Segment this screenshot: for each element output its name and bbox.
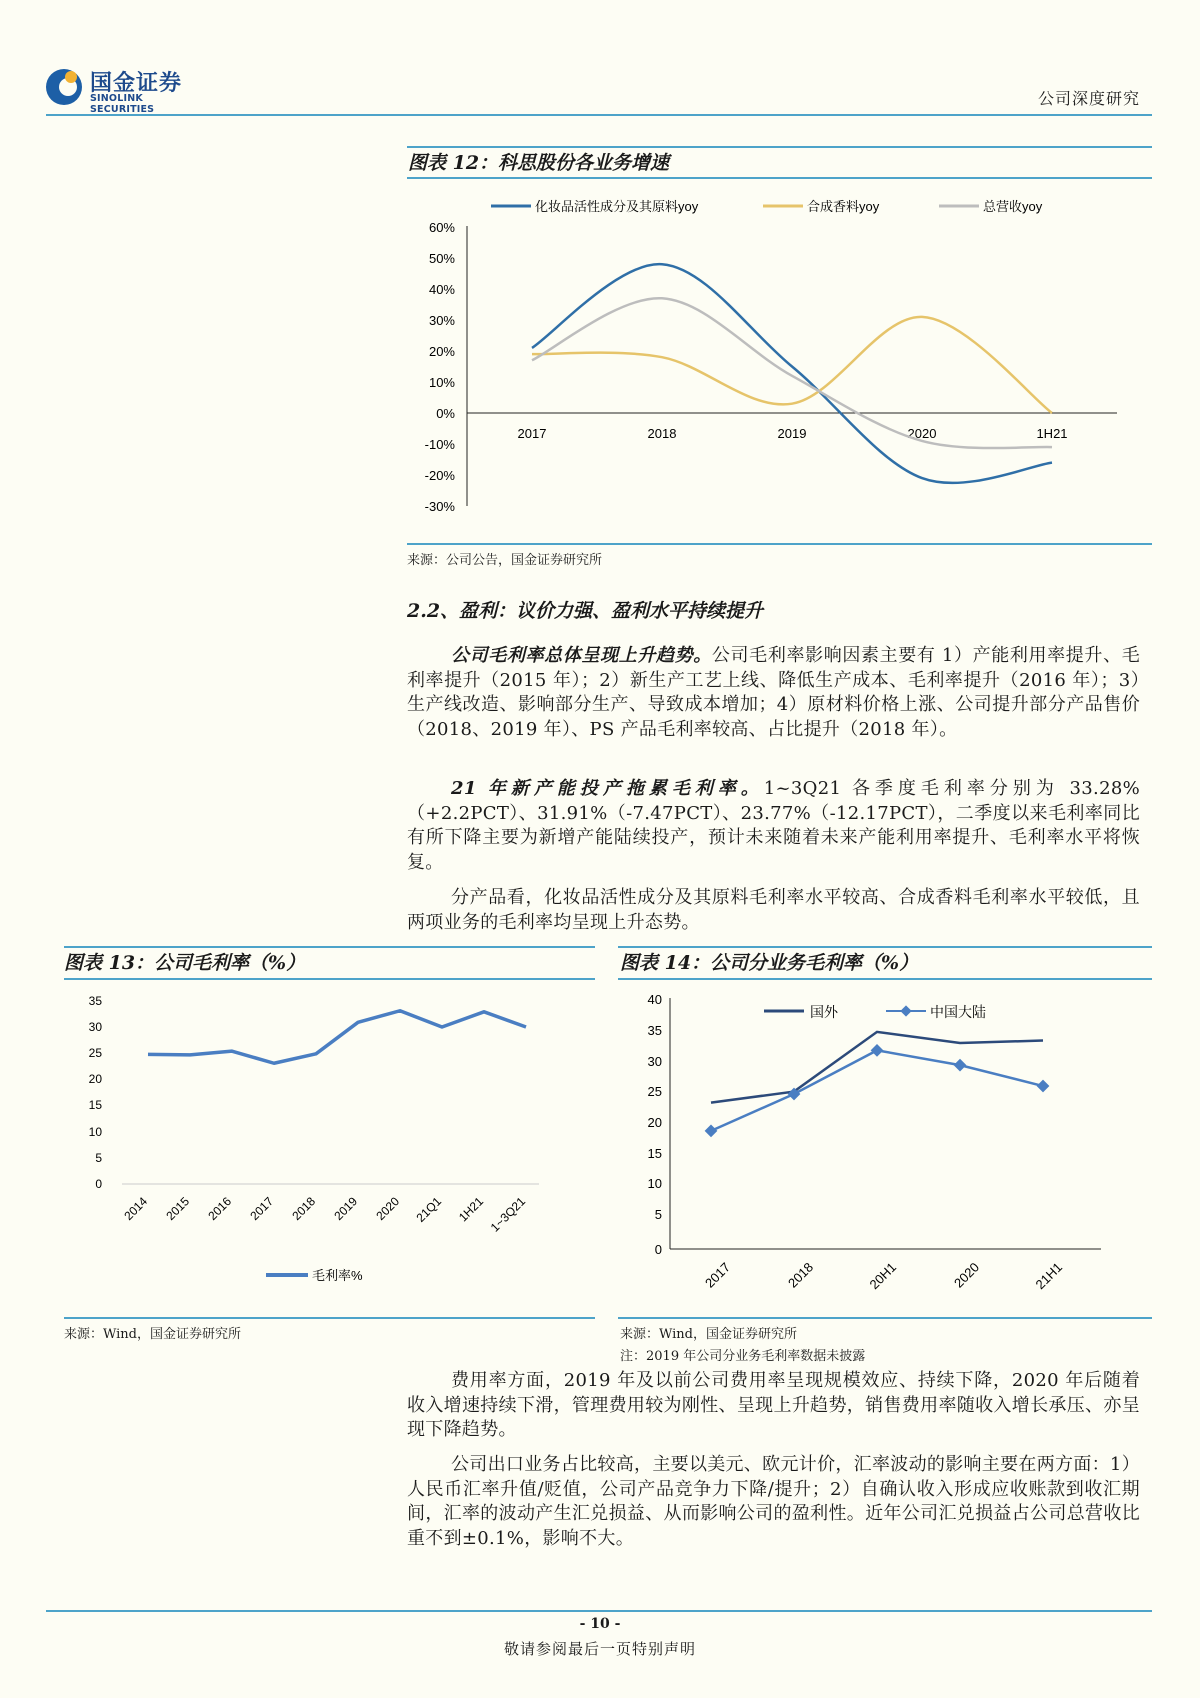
fig13-xtick: 2015 xyxy=(163,1194,193,1224)
fig14-series-2-point xyxy=(1037,1080,1050,1093)
fig13-series-line xyxy=(148,1011,526,1064)
header-rule xyxy=(46,114,1152,116)
section-heading: 2.2、盈利：议价力强、盈利水平持续提升 xyxy=(407,600,764,622)
fig14-ytick: 15 xyxy=(647,1146,662,1161)
fig14-bottom-rule xyxy=(618,1317,1152,1319)
logo-en: SINOLINK SECURITIES xyxy=(90,93,155,115)
fig14-chart xyxy=(618,982,1152,1312)
fig14-series-group xyxy=(705,1032,1050,1137)
fig14-note: 注：2019 年公司分业务毛利率数据未披露 xyxy=(620,1349,866,1364)
fig13-x-ticks xyxy=(121,1194,528,1235)
paragraph-2-body: 1~3Q21 各季度毛利率分别为 33.28%（+2.2PCT）、31.91%（-7.47PCT）、23.77%（-12.17PCT），二季度以来毛利率同比有所下降主要为新增产能陆续投产，预计未来随着未来产能利用率提升、毛利率水平将恢复。 xyxy=(407,778,1140,873)
fig12-source: 来源：公司公告，国金证券研究所 xyxy=(407,553,603,568)
fig12-ytick: -30% xyxy=(424,499,455,514)
fig13-y-ticks xyxy=(89,994,103,1191)
fig13-xtick: 1H21 xyxy=(455,1194,487,1225)
fig13-ytick: 30 xyxy=(88,1020,102,1034)
fig13-ytick: 5 xyxy=(95,1151,102,1165)
fig14-ytick: 5 xyxy=(654,1207,662,1222)
fig13-title-rule xyxy=(64,978,595,980)
fig12-xtick: 2019 xyxy=(777,426,807,441)
fig14-ytick: 35 xyxy=(647,1023,662,1038)
fig13-ytick: 20 xyxy=(88,1072,102,1086)
fig14-ytick: 20 xyxy=(647,1115,662,1130)
fig13-ytick: 10 xyxy=(88,1125,102,1139)
fig12-ytick: 0% xyxy=(436,406,455,421)
fig12-title-rule xyxy=(407,177,1152,179)
fig12-bottom-rule xyxy=(407,543,1152,545)
fig14-series-line-2 xyxy=(711,1050,1043,1131)
fig14-xtick: 2018 xyxy=(785,1259,817,1291)
fig13-xtick: 1~3Q21 xyxy=(487,1194,529,1235)
fig13-ytick: 0 xyxy=(95,1177,102,1191)
fig14-xtick: 20H1 xyxy=(866,1259,900,1293)
doc-type: 公司深度研究 xyxy=(1037,89,1140,108)
fig13-xtick: 2014 xyxy=(121,1194,151,1224)
fig14-ytick: 25 xyxy=(647,1084,662,1099)
logo-icon xyxy=(44,67,84,107)
paragraph-4: 费用率方面，2019 年及以前公司费用率呈现规模效应、持续下降，2020 年后随着收入增速持续下滑，管理费用较为刚性、呈现上升趋势，销售费用率随收入增长承压、亦呈现下降趋势。 xyxy=(407,1370,1140,1440)
fig14-legend-label-1: 国外 xyxy=(810,1004,838,1020)
fig12-legend-label-2: 合成香料yoy xyxy=(807,199,880,214)
fig14-xtick: 2017 xyxy=(702,1259,734,1291)
fig13-chart xyxy=(64,982,595,1292)
fig12-y-ticks xyxy=(425,220,456,514)
fig14-series-2-point xyxy=(705,1125,718,1138)
fig13-xtick: 2020 xyxy=(373,1194,403,1224)
fig14-title-rule xyxy=(618,978,1152,980)
page-number: - 10 - xyxy=(579,1616,621,1632)
fig13-xtick: 2016 xyxy=(205,1194,235,1224)
fig12-ytick: 60% xyxy=(428,220,455,235)
fig12-chart xyxy=(407,180,1152,530)
fig12-x-ticks xyxy=(518,426,1068,441)
fig12-series-group xyxy=(532,264,1052,483)
fig13-series-group xyxy=(148,1011,526,1064)
paragraph-1-body: 公司毛利率影响因素主要有 1）产能利用率提升、毛利率提升（2015 年）；2）新生产工艺上线、降低生产成本、毛利率提升（2016 年）；3）生产线改造、影响部分生产、导致成本增加；4）原材料价格上涨、公司提升部分产品售价（2018、2019 年）、PS 产品毛利率较高、占比提升（2018 年）。 xyxy=(407,645,1140,740)
fig14-series-line-1 xyxy=(711,1032,1043,1103)
fig14-ytick: 10 xyxy=(647,1176,662,1191)
paragraph-5: 公司出口业务占比较高，主要以美元、欧元计价，汇率波动的影响主要在两方面：1）人民币汇率升值/贬值，公司产品竞争力下降/提升；2）自确认收入形成应收账款到收汇期间，汇率的波动产生汇兑损益、从而影响公司的盈利性。近年公司汇兑损益占公司总营收比重不到±0.1%，影响不大。 xyxy=(407,1454,1140,1549)
fig12-ytick: -10% xyxy=(424,437,455,452)
fig13-ytick: 35 xyxy=(88,994,102,1008)
footer-rule xyxy=(46,1610,1152,1612)
fig14-xtick: 21H1 xyxy=(1032,1259,1066,1293)
paragraph-2 xyxy=(407,777,1140,875)
paragraph-1 xyxy=(407,644,1140,742)
fig12-ytick: 20% xyxy=(428,344,455,359)
fig14-x-ticks xyxy=(702,1260,1065,1293)
fig12-ytick: 50% xyxy=(428,251,455,266)
fig12-ytick: 10% xyxy=(428,375,455,390)
fig13-source: 来源：Wind，国金证券研究所 xyxy=(64,1327,241,1342)
fig14-legend-label-2: 中国大陆 xyxy=(930,1004,986,1020)
fig13-legend-label: 毛利率% xyxy=(312,1268,363,1283)
fig14-series-2-point xyxy=(871,1044,884,1057)
fig14-xtick: 2020 xyxy=(951,1259,983,1291)
fig14-ytick: 0 xyxy=(654,1242,662,1257)
fig12-title: 图表 12：科思股份各业务增速 xyxy=(408,152,670,174)
fig12-ytick: 40% xyxy=(428,282,455,297)
fig12-xtick: 2017 xyxy=(517,426,547,441)
logo xyxy=(44,64,204,115)
paragraph-2-lead: 21 年新产能投产拖累毛利率。 xyxy=(451,778,764,799)
fig14-series-2-point xyxy=(954,1059,967,1072)
fig12-xtick: 2020 xyxy=(907,426,937,441)
fig12-legend-label-1: 化妆品活性成分及其原料yoy xyxy=(535,199,699,214)
fig14-y-ticks xyxy=(648,992,662,1257)
fig12-xtick: 1H21 xyxy=(1036,426,1068,441)
paragraph-3: 分产品看，化妆品活性成分及其原料毛利率水平较高、合成香料毛利率水平较低，且两项业务的毛利率均呈现上升态势。 xyxy=(407,887,1140,933)
fig13-ytick: 15 xyxy=(88,1098,102,1112)
fig12-xtick: 2018 xyxy=(647,426,677,441)
fig14-ytick: 30 xyxy=(647,1054,662,1069)
fig13-xtick: 2018 xyxy=(289,1194,319,1224)
fig13-xtick: 2017 xyxy=(247,1194,277,1224)
footer-disclaimer: 敬请参阅最后一页特别声明 xyxy=(503,1640,696,1658)
fig13-bottom-rule xyxy=(64,1317,595,1319)
fig14-title: 图表 14：公司分业务毛利率（%） xyxy=(620,952,919,974)
fig12-series-line-1 xyxy=(532,264,1052,483)
logo-cn: 国金证券 xyxy=(90,71,183,96)
fig13-ytick: 25 xyxy=(88,1046,102,1060)
fig12-legend-label-3: 总营收yoy xyxy=(983,199,1043,214)
fig13-title: 图表 13：公司毛利率（%） xyxy=(64,952,306,974)
paragraph-1-lead: 公司毛利率总体呈现上升趋势。 xyxy=(451,645,712,666)
fig12-ytick: 30% xyxy=(428,313,455,328)
fig14-ytick: 40 xyxy=(647,992,662,1007)
fig13-xtick: 2019 xyxy=(331,1194,361,1224)
fig14-legend-marker-2 xyxy=(900,1005,911,1016)
fig13-xtick: 21Q1 xyxy=(413,1194,445,1225)
fig14-legend xyxy=(764,1004,986,1020)
fig12-legend xyxy=(491,199,1043,214)
fig14-source: 来源：Wind，国金证券研究所 xyxy=(620,1327,797,1342)
fig12-ytick: -20% xyxy=(424,468,455,483)
fig13-legend xyxy=(266,1268,363,1283)
